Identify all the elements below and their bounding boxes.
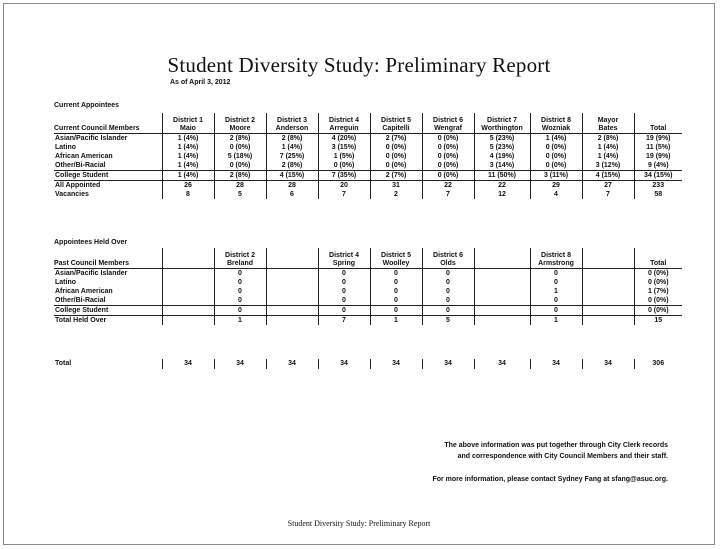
table-cell: 1 (4%) bbox=[162, 134, 214, 144]
table-cell: 2 (8%) bbox=[266, 134, 318, 144]
table-cell bbox=[266, 269, 318, 279]
table-cell: 0 bbox=[318, 306, 370, 316]
row-label: African American bbox=[55, 153, 113, 160]
table-cell bbox=[582, 296, 634, 306]
table-cell: 0 (0%) bbox=[370, 161, 422, 171]
table-cell: 1 bbox=[214, 316, 266, 326]
table-cell: 0 bbox=[214, 287, 266, 296]
table-cell: 0 bbox=[422, 269, 474, 279]
column-header bbox=[634, 248, 682, 269]
column-header-district: District 6 bbox=[433, 252, 463, 259]
table-cell: 0 bbox=[214, 278, 266, 287]
column-header bbox=[266, 248, 318, 269]
table-cell: 0 bbox=[318, 278, 370, 287]
table-cell: 0 bbox=[370, 296, 422, 306]
table-cell: 34 bbox=[214, 359, 266, 369]
column-header-district: Mayor bbox=[597, 117, 619, 124]
table-cell bbox=[474, 269, 530, 279]
table-cell: 19 (9%) bbox=[634, 134, 682, 144]
column-header-member: Maio bbox=[180, 125, 196, 132]
table-cell: 34 bbox=[474, 359, 530, 369]
header-row bbox=[54, 113, 682, 134]
table-cell: 0 bbox=[370, 306, 422, 316]
table-row bbox=[54, 359, 682, 369]
table-cell: 0 (0%) bbox=[214, 143, 266, 152]
table-cell: 7 bbox=[318, 316, 370, 326]
table-cell: 0 bbox=[370, 278, 422, 287]
table-row bbox=[54, 190, 682, 199]
row-label: All Appointed bbox=[55, 182, 101, 189]
column-header-member: Olds bbox=[440, 260, 456, 267]
table-cell bbox=[582, 306, 634, 316]
table-cell: 22 bbox=[474, 181, 530, 191]
column-header-district: District 8 bbox=[541, 252, 571, 259]
table-cell bbox=[266, 287, 318, 296]
column-header bbox=[370, 113, 422, 134]
table-cell: 4 (20%) bbox=[318, 134, 370, 144]
table-cell: 28 bbox=[214, 181, 266, 191]
table-cell bbox=[582, 316, 634, 326]
table-cell: 0 bbox=[318, 269, 370, 279]
table-row bbox=[54, 316, 682, 326]
row-label: College Student bbox=[54, 306, 162, 316]
column-header bbox=[318, 248, 370, 269]
table-cell: 22 bbox=[422, 181, 474, 191]
column-header-district: District 5 bbox=[381, 252, 411, 259]
row-label: Asian/Pacific Islander bbox=[54, 269, 162, 279]
row-label: Total Held Over bbox=[55, 317, 107, 324]
table-cell: 0 bbox=[530, 278, 582, 287]
table-cell: 0 (0%) bbox=[370, 143, 422, 152]
report-date: As of April 3, 2012 bbox=[170, 79, 231, 86]
table-cell: 3 (12%) bbox=[582, 161, 634, 171]
column-header-member: Moore bbox=[229, 125, 251, 132]
table-cell: 26 bbox=[162, 181, 214, 191]
table-cell: 7 (25%) bbox=[266, 152, 318, 161]
column-header bbox=[162, 113, 214, 134]
row-label: Vacancies bbox=[55, 191, 89, 198]
table-cell: 1 (4%) bbox=[582, 143, 634, 152]
column-header-district: District 4 bbox=[329, 252, 359, 259]
table-cell bbox=[582, 278, 634, 287]
table-cell: 0 bbox=[214, 306, 266, 316]
column-header bbox=[214, 248, 266, 269]
table-row bbox=[54, 143, 682, 152]
table-cell bbox=[162, 316, 214, 326]
table-cell: 0 bbox=[422, 306, 474, 316]
table-cell: 4 (19%) bbox=[474, 152, 530, 161]
table-cell: 0 (0%) bbox=[634, 278, 682, 287]
table-row bbox=[54, 134, 682, 144]
table-cell: 2 (8%) bbox=[582, 134, 634, 144]
table-cell bbox=[162, 306, 214, 316]
table-cell: 0 bbox=[214, 296, 266, 306]
column-header-district: District 5 bbox=[381, 117, 411, 124]
header-row bbox=[54, 248, 682, 269]
table-cell: 2 (7%) bbox=[370, 134, 422, 144]
table-cell: 0 bbox=[530, 306, 582, 316]
table-cell: 7 (35%) bbox=[318, 171, 370, 181]
table-cell bbox=[474, 296, 530, 306]
table-cell bbox=[162, 287, 214, 296]
table-cell: 11 (50%) bbox=[474, 171, 530, 181]
table-cell: 5 (23%) bbox=[474, 143, 530, 152]
table-cell: 1 bbox=[370, 316, 422, 326]
table-cell: 1 bbox=[530, 287, 582, 296]
table-cell: 20 bbox=[318, 181, 370, 191]
table-cell: 0 bbox=[370, 287, 422, 296]
table-cell bbox=[266, 296, 318, 306]
row-header-label: Past Council Members bbox=[54, 260, 130, 267]
table-cell: 0 bbox=[530, 296, 582, 306]
column-header-district: District 3 bbox=[277, 117, 307, 124]
table-cell: 2 (7%) bbox=[370, 171, 422, 181]
column-header-district: District 1 bbox=[173, 117, 203, 124]
table-cell: 58 bbox=[634, 190, 682, 199]
table-cell: 0 bbox=[318, 287, 370, 296]
table-cell: 29 bbox=[530, 181, 582, 191]
column-header bbox=[370, 248, 422, 269]
table-cell: 0 bbox=[422, 296, 474, 306]
column-header bbox=[582, 113, 634, 134]
table-row bbox=[54, 306, 682, 316]
column-header bbox=[318, 113, 370, 134]
table-cell: 15 bbox=[634, 316, 682, 326]
table-cell: 5 bbox=[422, 316, 474, 326]
table-cell: 28 bbox=[266, 181, 318, 191]
column-header bbox=[422, 113, 474, 134]
column-header-member: Spring bbox=[332, 260, 356, 267]
table-cell bbox=[474, 278, 530, 287]
table-cell: 1 (4%) bbox=[162, 171, 214, 181]
table-cell: 1 (4%) bbox=[162, 152, 214, 161]
column-header-member: Bates bbox=[598, 125, 618, 132]
table-row bbox=[54, 161, 682, 171]
source-note bbox=[444, 440, 668, 462]
table-cell: 12 bbox=[474, 190, 530, 199]
table-cell: 34 bbox=[318, 359, 370, 369]
table-cell: 34 bbox=[370, 359, 422, 369]
table-cell: 1 (7%) bbox=[634, 287, 682, 296]
column-header-district: District 2 bbox=[225, 117, 255, 124]
column-header-member: Breland bbox=[226, 260, 254, 267]
table-cell: 31 bbox=[370, 181, 422, 191]
column-header-district: District 8 bbox=[541, 117, 571, 124]
table-cell: 0 (0%) bbox=[530, 152, 582, 161]
table-cell: 0 bbox=[318, 296, 370, 306]
table-cell bbox=[162, 269, 214, 279]
table-cell: 4 (15%) bbox=[582, 171, 634, 181]
row-label: Other/Bi-Racial bbox=[55, 162, 106, 169]
table-cell bbox=[474, 306, 530, 316]
row-label: Latino bbox=[55, 279, 76, 286]
table-row bbox=[54, 152, 682, 161]
table-cell bbox=[474, 287, 530, 296]
table-row bbox=[54, 287, 682, 296]
table-cell: 0 (0%) bbox=[214, 161, 266, 171]
table-cell: 0 bbox=[530, 269, 582, 279]
table-cell: 0 (0%) bbox=[634, 306, 682, 316]
table-cell: 0 (0%) bbox=[634, 296, 682, 306]
table-cell: 0 (0%) bbox=[422, 152, 474, 161]
current-appointees-heading: Current Appointees bbox=[54, 102, 120, 109]
table-cell: 0 (0%) bbox=[422, 171, 474, 181]
table-cell: 306 bbox=[634, 359, 682, 369]
table-cell: 34 (15%) bbox=[634, 171, 682, 181]
table-cell: 0 (0%) bbox=[530, 161, 582, 171]
table-cell: 1 (4%) bbox=[530, 134, 582, 144]
table-cell: 34 bbox=[422, 359, 474, 369]
row-label: African American bbox=[55, 288, 113, 295]
table-cell bbox=[582, 287, 634, 296]
table-cell: 8 bbox=[162, 190, 214, 199]
table-cell: 3 (14%) bbox=[474, 161, 530, 171]
contact-note: For more information, please contact Sydney Fang at sfang@asuc.org. bbox=[432, 476, 668, 483]
table-cell: 0 (0%) bbox=[318, 161, 370, 171]
page-footer: Student Diversity Study: Preliminary Report bbox=[287, 519, 431, 528]
table-cell bbox=[266, 278, 318, 287]
column-header-district: District 2 bbox=[225, 252, 255, 259]
table-cell: 3 (15%) bbox=[318, 143, 370, 152]
table-cell: 2 (8%) bbox=[266, 161, 318, 171]
column-header-member: Total bbox=[650, 260, 667, 267]
source-note-line-1: The above information was put together through City Clerk records bbox=[444, 442, 668, 449]
column-header bbox=[474, 248, 530, 269]
held-over-table bbox=[54, 248, 682, 325]
table-cell bbox=[474, 316, 530, 326]
table-cell: 0 bbox=[422, 287, 474, 296]
column-header bbox=[422, 248, 474, 269]
column-header-member: Wengraf bbox=[434, 125, 462, 132]
table-cell: 233 bbox=[634, 181, 682, 191]
column-header-member: Capitelli bbox=[382, 125, 410, 132]
table-cell: 27 bbox=[582, 181, 634, 191]
row-header-label: Current Council Members bbox=[54, 125, 140, 132]
grand-total-table bbox=[54, 359, 682, 369]
table-row bbox=[54, 278, 682, 287]
table-cell bbox=[266, 306, 318, 316]
row-label: Asian/Pacific Islander bbox=[54, 134, 162, 144]
table-cell: 1 (5%) bbox=[318, 152, 370, 161]
column-header bbox=[266, 113, 318, 134]
table-cell: 7 bbox=[318, 190, 370, 199]
column-header-member: Total bbox=[650, 125, 667, 132]
table-cell: 34 bbox=[530, 359, 582, 369]
table-cell: 34 bbox=[582, 359, 634, 369]
report-title: Student Diversity Study: Preliminary Report bbox=[167, 53, 551, 77]
table-cell: 0 bbox=[370, 269, 422, 279]
table-cell: 3 (11%) bbox=[530, 171, 582, 181]
table-cell bbox=[162, 296, 214, 306]
column-header bbox=[474, 113, 530, 134]
table-cell: 1 bbox=[530, 316, 582, 326]
column-header bbox=[530, 113, 582, 134]
table-cell: 7 bbox=[422, 190, 474, 199]
table-cell: 7 bbox=[582, 190, 634, 199]
column-header-member: Armstrong bbox=[538, 260, 574, 267]
table-cell: 34 bbox=[266, 359, 318, 369]
table-cell: 5 (18%) bbox=[214, 152, 266, 161]
table-cell: 2 (8%) bbox=[214, 171, 266, 181]
table-cell: 5 (23%) bbox=[474, 134, 530, 144]
table-cell: 0 (0%) bbox=[634, 269, 682, 279]
column-header bbox=[634, 113, 682, 134]
table-cell bbox=[266, 316, 318, 326]
column-header bbox=[530, 248, 582, 269]
table-cell bbox=[162, 278, 214, 287]
table-cell: 4 (15%) bbox=[266, 171, 318, 181]
column-header bbox=[214, 113, 266, 134]
row-label: College Student bbox=[54, 171, 162, 181]
table-row bbox=[54, 269, 682, 279]
table-cell: 0 bbox=[214, 269, 266, 279]
column-header-member: Woolley bbox=[382, 260, 410, 267]
table-cell: 1 (4%) bbox=[582, 152, 634, 161]
table-cell: 11 (5%) bbox=[634, 143, 682, 152]
column-header-member: Wozniak bbox=[541, 125, 571, 132]
table-cell: 1 (4%) bbox=[266, 143, 318, 152]
column-header-district: District 7 bbox=[487, 117, 517, 124]
column-header-member: Anderson bbox=[275, 125, 309, 132]
table-cell bbox=[582, 269, 634, 279]
table-cell: 2 (8%) bbox=[214, 134, 266, 144]
column-header-member: Arreguin bbox=[329, 125, 359, 132]
report-page bbox=[3, 3, 715, 545]
source-note-line-2: and correspondence with City Council Members and their staff. bbox=[457, 453, 668, 460]
table-cell: 0 (0%) bbox=[370, 152, 422, 161]
column-header-district: District 4 bbox=[329, 117, 359, 124]
table-cell: 19 (9%) bbox=[634, 152, 682, 161]
row-label: Total bbox=[55, 360, 72, 367]
table-row bbox=[54, 296, 682, 306]
table-cell: 34 bbox=[162, 359, 214, 369]
table-cell: 1 (4%) bbox=[162, 143, 214, 152]
row-label: Other/Bi-Racial bbox=[55, 297, 106, 304]
column-header-district: District 6 bbox=[433, 117, 463, 124]
table-cell: 5 bbox=[214, 190, 266, 199]
table-cell: 0 (0%) bbox=[530, 143, 582, 152]
table-row bbox=[54, 181, 682, 191]
column-header bbox=[582, 248, 634, 269]
table-cell: 0 (0%) bbox=[422, 134, 474, 144]
table-cell: 9 (4%) bbox=[634, 161, 682, 171]
table-cell: 2 bbox=[370, 190, 422, 199]
table-row bbox=[54, 171, 682, 181]
table-cell: 1 (4%) bbox=[162, 161, 214, 171]
column-header bbox=[162, 248, 214, 269]
table-cell: 6 bbox=[266, 190, 318, 199]
table-cell: 4 bbox=[530, 190, 582, 199]
table-cell: 0 (0%) bbox=[422, 143, 474, 152]
table-cell: 0 (0%) bbox=[422, 161, 474, 171]
row-label: Latino bbox=[55, 144, 76, 151]
column-header-member: Worthington bbox=[481, 125, 523, 132]
table-cell: 0 bbox=[422, 278, 474, 287]
held-over-heading: Appointees Held Over bbox=[54, 239, 128, 246]
current-appointees-table bbox=[54, 113, 682, 199]
